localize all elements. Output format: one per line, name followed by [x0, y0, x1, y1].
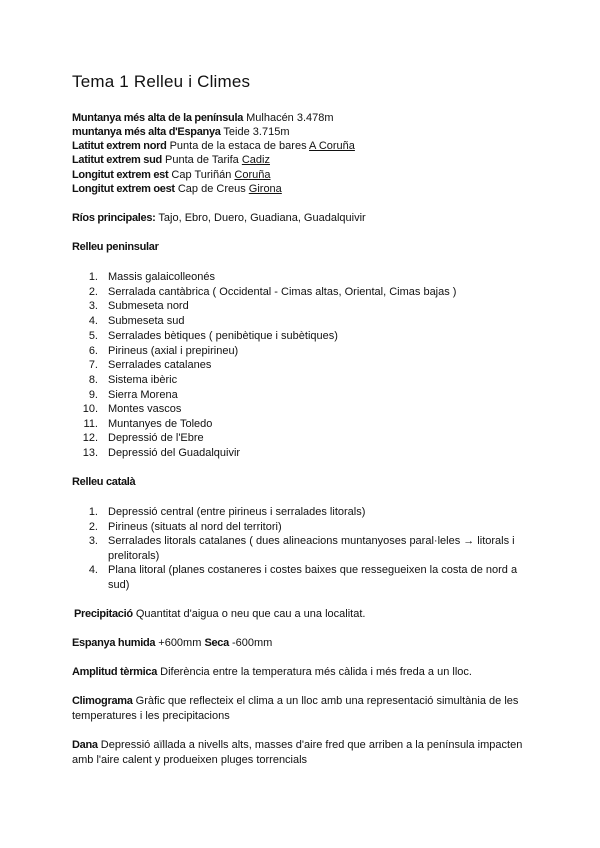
list-item: 5. Serralades bètiques ( penibètique i subètiques)	[88, 330, 338, 342]
list-item: 9. Sierra Morena	[88, 389, 178, 401]
list-item: 8. Sistema ibèric	[88, 374, 178, 386]
definition-climograma: Climograma Gràfic que reflecteix el clima a un lloc amb una representació simultània de les temperatures i les precipitacions	[72, 695, 519, 722]
list-item: 3. Serralades litorals catalanes ( dues alineacions muntanyoses paral·leles → litorals i prelitorals)	[88, 535, 515, 562]
list-item: 1. Depressió central (entre pirineus i serralades litorals)	[88, 506, 366, 518]
place-link[interactable]: Girona	[248, 183, 282, 195]
section-heading: Relleu peninsular	[72, 241, 159, 253]
fact-line: Longitut extrem est Cap Turiñán Coruña	[72, 169, 271, 181]
list-item: 6. Pirineus (axial i prepirineu)	[88, 345, 239, 357]
place-link[interactable]: A Coruña	[309, 140, 355, 152]
fact-line: muntanya més alta d'Espanya Teide 3.715m	[72, 126, 290, 138]
list-item: 10. Montes vascos	[82, 403, 182, 415]
list-item: 2. Pirineus (situats al nord del territori)	[88, 521, 282, 533]
fact-line: Muntanya més alta de la península Mulhacén 3.478m	[72, 112, 334, 124]
list-item: 4. Plana litoral (planes costaneres i costes baixes que ressegueixen la costa de nord a sud)	[88, 564, 518, 591]
list-item: 12. Depressió de l'Ebre	[82, 432, 204, 444]
list-item: 1. Massis galaicolleonés	[88, 271, 215, 283]
place-link[interactable]: Cadiz	[241, 154, 270, 166]
list-item: 2. Serralada cantàbrica ( Occidental - Cimas altas, Oriental, Cimas bajas )	[88, 286, 457, 298]
list-item: 3. Submeseta nord	[88, 300, 189, 312]
rios-line: Ríos principales: Tajo, Ebro, Duero, Guadiana, Guadalquivir	[72, 212, 366, 224]
list-item: 7. Serralades catalanes	[88, 359, 212, 371]
list-item: 11. Muntanyes de Toledo	[83, 418, 213, 430]
definition-espanya: Espanya humida +600mm Seca -600mm	[72, 637, 273, 649]
list-item: 13. Depressió del Guadalquivir	[82, 447, 241, 459]
definition-amplitud: Amplitud tèrmica Diferència entre la temperatura més càlida i més freda a un lloc.	[72, 666, 472, 678]
place-link[interactable]: Coruña	[234, 169, 271, 181]
fact-line: Latitut extrem sud Punta de Tarifa Cadiz	[72, 154, 270, 166]
fact-line: Latitut extrem nord Punta de la estaca de bares A Coruña	[72, 140, 355, 152]
definition-precipitacio: Precipitació Quantitat d'aigua o neu que cau a una localitat.	[74, 608, 366, 620]
section-heading: Relleu català	[72, 476, 136, 488]
list-item: 4. Submeseta sud	[88, 315, 185, 327]
definition-dana: Dana Depressió aïllada a nivells alts, masses d'aire fred que arriben a la península impacten amb l'aire calent y produeixen pluges torrencials	[72, 739, 523, 766]
page-title: Tema 1 Relleu i Climes	[72, 72, 251, 91]
fact-line: Longitut extrem oest Cap de Creus Girona	[72, 183, 282, 195]
